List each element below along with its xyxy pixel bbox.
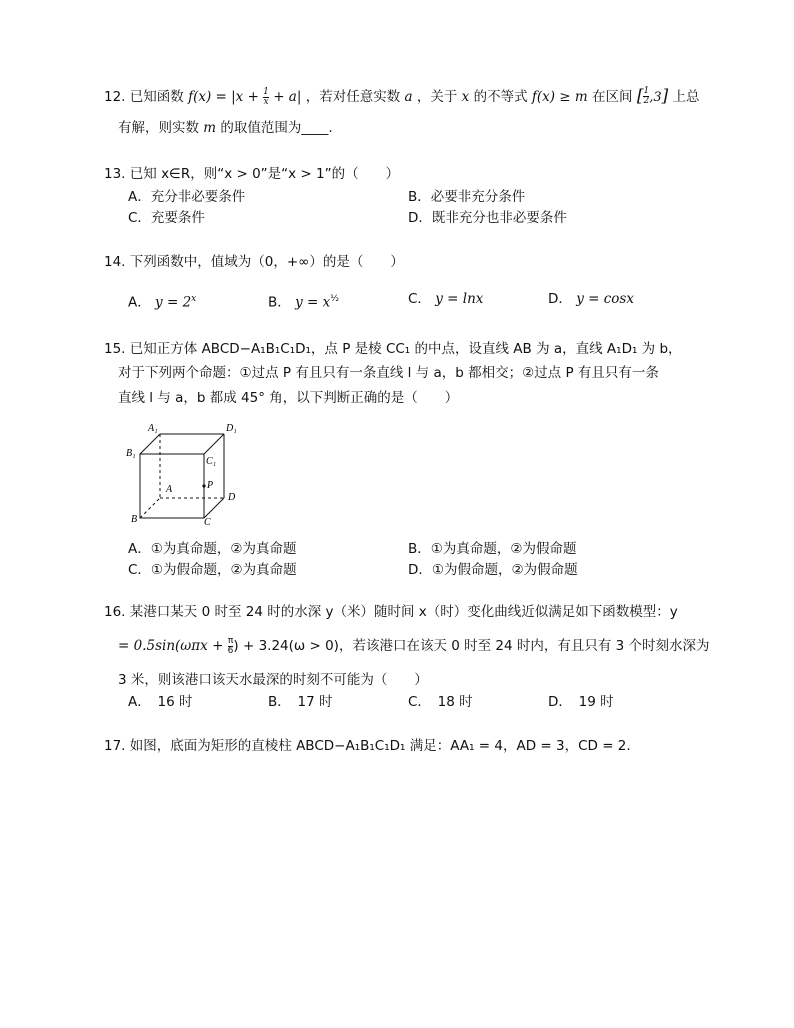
point-p-marker bbox=[202, 484, 205, 487]
q15-option-d[interactable]: D．①为假命题，②为假命题 bbox=[408, 562, 578, 578]
q12-text-3: ，关于 bbox=[416, 89, 458, 105]
q15-option-c[interactable]: C．①为假命题，②为真命题 bbox=[128, 562, 297, 578]
q12-text-5: 在区间 bbox=[592, 89, 633, 105]
q14-option-c[interactable]: C． y = lnx bbox=[408, 291, 484, 307]
q13-option-c[interactable]: C．充要条件 bbox=[128, 210, 205, 226]
q12-function-expr: f(x) = |x + $\frac{1}{x}$ + a| bbox=[188, 87, 302, 107]
q12-var-a: a bbox=[404, 89, 413, 105]
q12-line2: 有解，则实数 m 的取值范围为____. bbox=[118, 120, 333, 136]
q12-text-2: ，若对任意实数 bbox=[305, 89, 401, 105]
q12-text-6: 上总 bbox=[672, 89, 700, 105]
q12-line1 bbox=[104, 86, 700, 108]
q13-option-a[interactable]: A．充分非必要条件 bbox=[128, 189, 246, 205]
label-a: A bbox=[166, 484, 173, 495]
q16-option-b[interactable]: B． 17 时 bbox=[268, 694, 333, 710]
q15-option-a[interactable]: A．①为真命题，②为真命题 bbox=[128, 541, 297, 557]
q15-line2: 对于下列两个命题：①过点 P 有且只有一条直线 l 与 a，b 都相交；②过点 P 有且只有一条 bbox=[118, 365, 659, 381]
label-b1: B₁ bbox=[126, 448, 136, 459]
q15-option-b[interactable]: B．①为真命题，②为假命题 bbox=[408, 541, 577, 557]
q17-line: 17. 如图，底面为矩形的直棱柱 ABCD−A₁B₁C₁D₁ 满足：AA₁ = 4，AD = 3，CD = 2. bbox=[104, 738, 631, 754]
label-p: P bbox=[207, 480, 214, 491]
q14-option-a[interactable]: A． $y = 2^x$ bbox=[128, 294, 197, 311]
q16-pi-fraction: $\frac{\pi}{6}$ bbox=[227, 635, 234, 656]
label-d: D bbox=[228, 492, 236, 503]
q12-inequality: f(x) ≥ m bbox=[531, 89, 588, 105]
q16-line2: = 0.5sin(ωπx + $\frac{\pi}{6}$ ) + 3.24(ω > 0)，若该港口在该天 0 时至 24 时内，有且只有 3 个时刻水深为 bbox=[118, 635, 710, 656]
q16-option-a[interactable]: A． 16 时 bbox=[128, 694, 193, 710]
q12-interval: [ $\frac{1}{2}$ ,3] bbox=[636, 86, 669, 106]
label-b: B bbox=[131, 514, 138, 525]
q13-option-b[interactable]: B．必要非充分条件 bbox=[408, 189, 526, 205]
q15-line1: 15. 已知正方体 ABCD−A₁B₁C₁D₁，点 P 是棱 CC₁ 的中点，设直线 AB 为 a，直线 A₁D₁ 为 b， bbox=[104, 341, 682, 357]
q16-line3: 3 米，则该港口该天水最深的时刻不可能为（ ） bbox=[118, 672, 428, 688]
label-c1: C₁ bbox=[206, 456, 217, 467]
label-d1: D₁ bbox=[226, 423, 237, 434]
q14-stem: 14. 下列函数中，值域为（0，+∞）的是（ ） bbox=[104, 254, 404, 270]
q12-number: 12. bbox=[104, 89, 126, 105]
label-a1: A₁ bbox=[148, 423, 158, 434]
q12-fraction: $\frac{1}{x}$ bbox=[263, 87, 269, 107]
q16-option-d[interactable]: D． 19 时 bbox=[548, 694, 614, 710]
q16-line1: 16. 某港口某天 0 时至 24 时的水深 y（米）随时间 x（时）变化曲线近似满足如下函数模型：y bbox=[104, 604, 678, 620]
q12-text-1: 已知函数 bbox=[129, 89, 184, 105]
q14-option-b[interactable]: B． $y = x^{\frac{1}{2}}$ bbox=[268, 294, 339, 311]
cube-figure bbox=[122, 420, 252, 530]
q13-option-d[interactable]: D．既非充分也非必要条件 bbox=[408, 210, 567, 226]
q14-option-d[interactable]: D． y = cosx bbox=[548, 291, 634, 307]
q12-var-x: x bbox=[461, 89, 470, 105]
label-c: C bbox=[204, 517, 211, 528]
q12-text-4: 的不等式 bbox=[473, 89, 528, 105]
q15-line3: 直线 l 与 a，b 都成 45° 角，以下判断正确的是（ ） bbox=[118, 390, 459, 406]
q13-stem: 13. 已知 x∈R，则“x > 0”是“x > 1”的（ ） bbox=[104, 166, 400, 182]
q12-answer-blank: 的取值范围为____. bbox=[220, 120, 333, 136]
q16-option-c[interactable]: C． 18 时 bbox=[408, 694, 473, 710]
q12-var-m: m bbox=[203, 120, 217, 136]
